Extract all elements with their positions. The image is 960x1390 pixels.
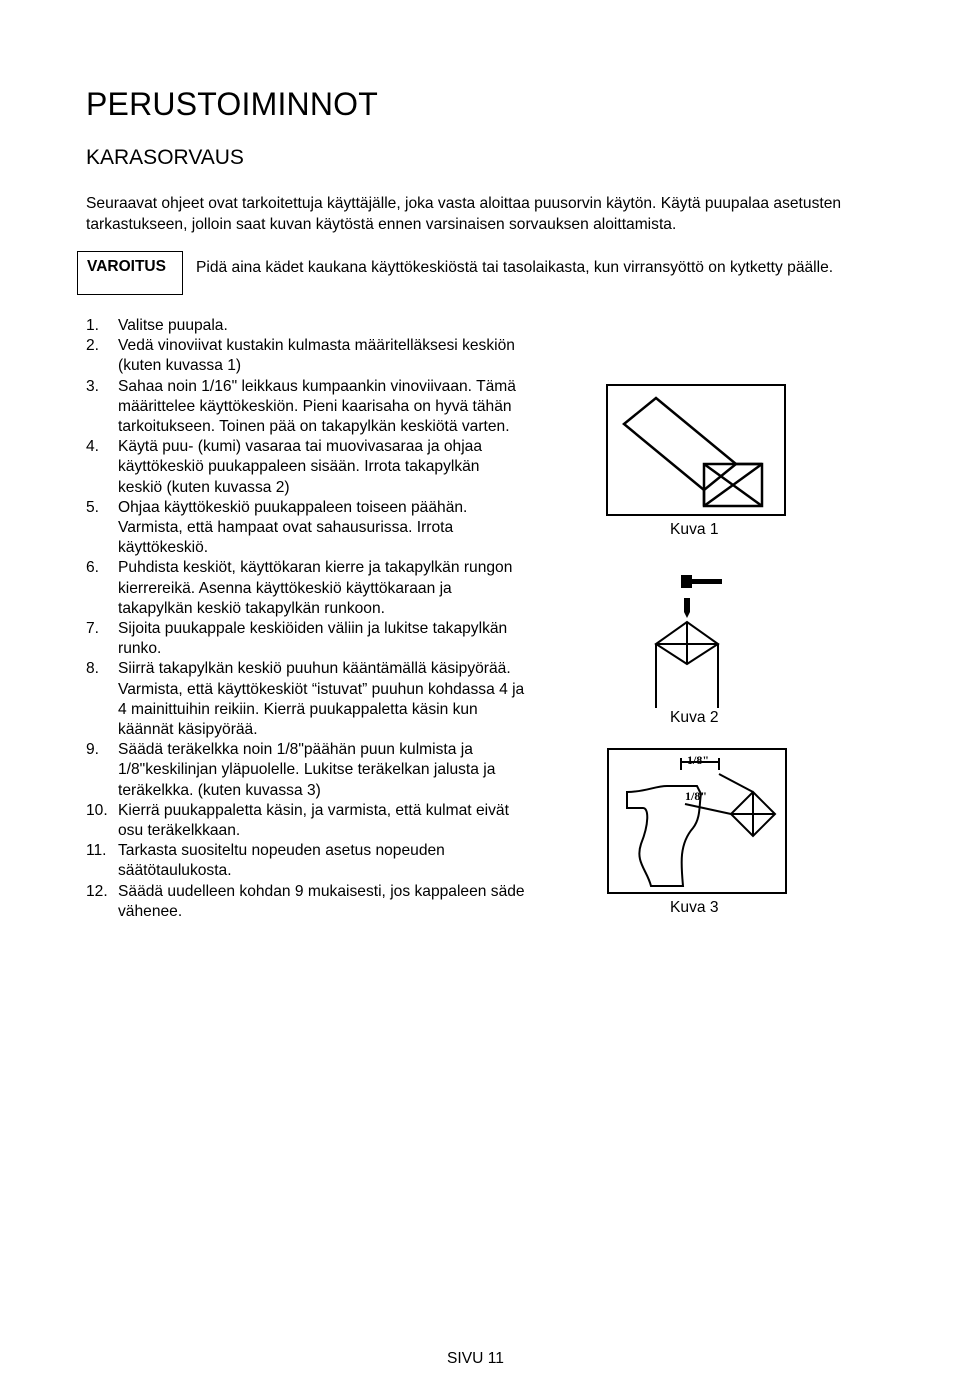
step-list [86, 316, 526, 922]
step-text: Sijoita puukappale keskiöiden väliin ja lukitse takapylkän runko. [118, 620, 508, 658]
figure-3-tool-rest [607, 748, 787, 894]
figure-2-center-insertion [646, 572, 736, 708]
figure-3-dim-top: 1/8" [687, 753, 709, 767]
figure-3-caption: Kuva 3 [670, 899, 719, 916]
warning-label: VAROITUS [87, 258, 166, 275]
step-item [86, 801, 526, 841]
intro-paragraph: Seuraavat ohjeet ovat tarkoitettuja käyttäjälle, joka vasta aloittaa puusorvin käytön. Käytä puupalaa asetusten tarkastukseen, jolloin saat kuvan käytöstä ennen varsinaisen sorvauksen aloittamista. [86, 195, 842, 233]
step-number: 1. [86, 317, 100, 334]
step-text: Säädä uudelleen kohdan 9 mukaisesti, jos kappaleen säde vähenee. [118, 882, 525, 920]
step-text: Kierrä puukappaletta käsin, ja varmista, että kulmat eivät osu teräkelkkaan. [118, 801, 509, 840]
step-number: 7. [86, 620, 100, 638]
step-item [86, 437, 526, 498]
step-item [86, 336, 526, 376]
step-number: 12. [86, 882, 108, 900]
step-number: 10. [86, 801, 108, 819]
figure-2-caption: Kuva 2 [670, 709, 719, 726]
step-item [86, 740, 526, 801]
step-item [86, 558, 526, 619]
step-item [86, 841, 526, 881]
page-number: SIVU 11 [447, 1350, 504, 1367]
page-title: PERUSTOIMINNOT [86, 86, 379, 122]
step-item [86, 316, 526, 336]
figure-1-caption: Kuva 1 [670, 521, 719, 538]
step-item [86, 498, 526, 559]
step-text: Valitse puupala. [118, 317, 228, 334]
step-text: Sahaa noin 1/16" leikkaus kumpaankin vinoviivaan. Tämä määrittelee käyttökeskiön. Pieni kaarisaha on hyvä tähän tarkoitukseen. Toinen pää on takapylkän keskiötä varten. [118, 377, 516, 436]
step-text: Vedä vinoviivat kustakin kulmasta määritelläksesi keskiön (kuten kuvassa 1) [118, 337, 515, 375]
step-number: 11. [86, 842, 107, 860]
step-item [86, 882, 526, 922]
step-text: Säädä teräkelkka noin 1/8"päähän puun kulmista ja 1/8"keskilinjan yläpuolelle. Lukitse teräkelkan jalusta ja teräkelkka. (kuten kuvassa 3) [118, 741, 496, 799]
step-text: Puhdista keskiöt, käyttökaran kierre ja takapylkän rungon kierrereikä. Asenna käyttökeskiö käyttökaraan ja takapylkän keskiö takapylkän runkoon. [118, 559, 513, 617]
step-text: Ohjaa käyttökeskiö puukappaleen toiseen päähän. Varmista, että hampaat ovat sahausurissa. Irrota käyttökeskiö. [118, 498, 468, 557]
figure-1-wood-block [606, 384, 786, 516]
step-item [86, 377, 526, 438]
step-number: 8. [86, 660, 100, 678]
step-number: 2. [86, 337, 100, 355]
step-text: Käytä puu- (kumi) vasaraa tai muovivasaraa ja ohjaa käyttökeskiö puukappaleen sisään. Irrota takapylkän keskiö (kuten kuvassa 2) [118, 438, 483, 496]
step-text: Siirrä takapylkän keskiö puuhun kääntämällä käsipyörää. Varmista, että käyttökeskiöt “istuvat” puuhun kohdassa 4 ja 4 mainittuihin reikiin. Kierrä puukappaletta käsin kun käännät käsipyörää. [118, 660, 525, 739]
section-title: KARASORVAUS [86, 146, 244, 169]
step-number: 3. [86, 377, 100, 395]
step-number: 4. [86, 438, 100, 456]
step-number: 9. [86, 741, 100, 759]
step-text: Tarkasta suositeltu nopeuden asetus nopeuden säätötaulukosta. [118, 842, 445, 880]
warning-text: Pidä aina kädet kaukana käyttökeskiöstä tai tasolaikasta, kun virransyöttö on kytketty päälle. [196, 259, 834, 276]
step-item [86, 659, 526, 740]
step-number: 6. [86, 559, 100, 577]
step-number: 5. [86, 498, 100, 516]
step-item [86, 619, 526, 659]
figure-3-dim-side: 1/8" [685, 789, 707, 803]
